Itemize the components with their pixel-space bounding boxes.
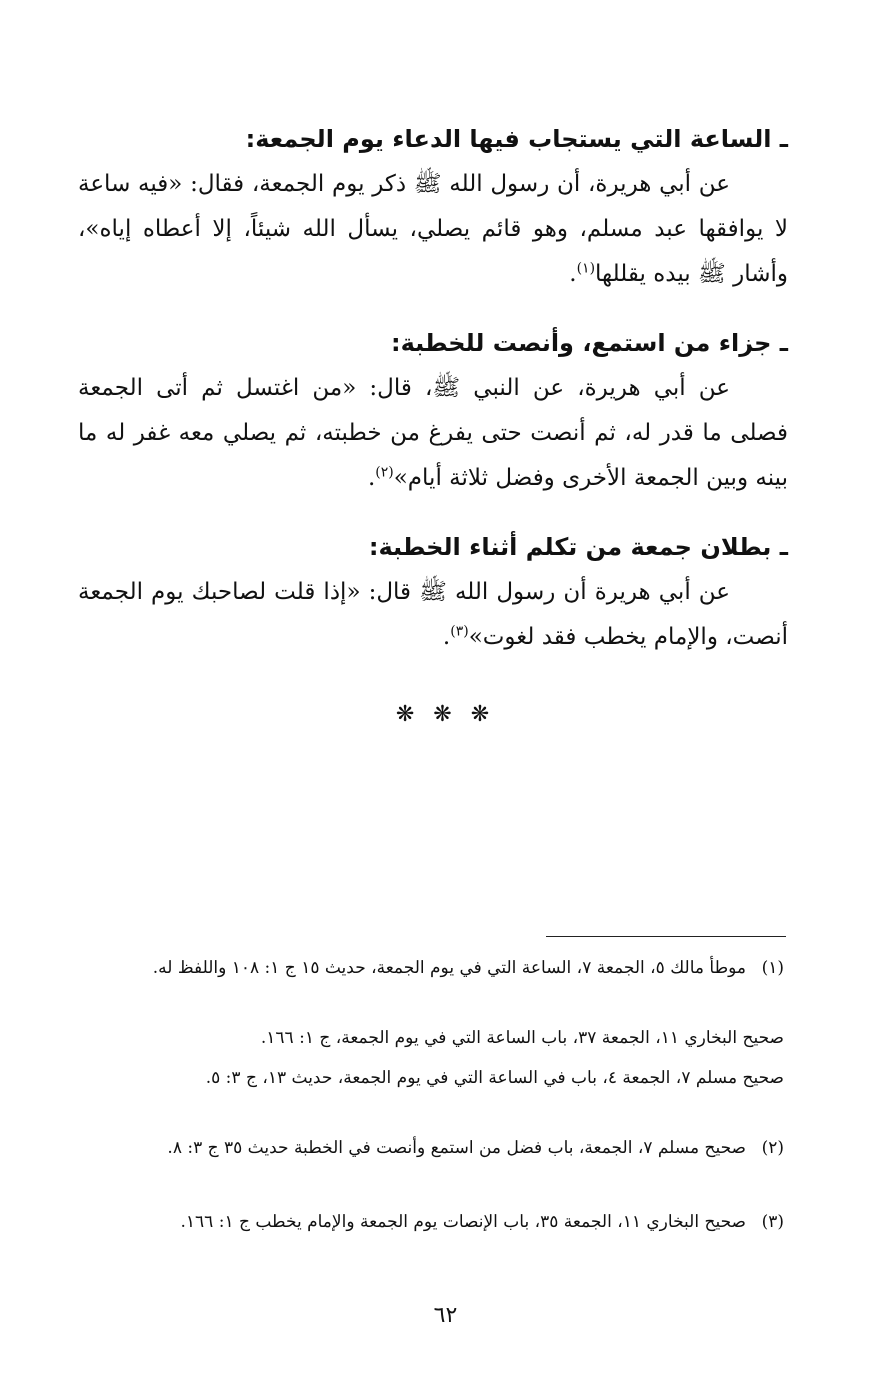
footnote-1 xyxy=(78,952,784,984)
footnote-number: (١) xyxy=(761,958,784,978)
hadith-paragraph: عن أبي هريرة، عن النبي ﷺ، قال: «من اغتسل ثم أتى الجمعة فصلى ما قدر له، ثم أنصت حتى يفرغ من خطبته، ثم يصلي معه غفر له ما بينه وبين الجمعة الأخرى وفضل ثلاثة أيام»$^{(٢)}$. xyxy=(78,375,788,491)
footnote-number: (٢) xyxy=(761,1138,784,1158)
section-heading: ـ بطلان جمعة من تكلم أثناء الخطبة: xyxy=(368,533,788,561)
hadith-text: عن أبي هريرة، أن رسول الله ﷺ ذكر يوم الجمعة، فقال: «فيه ساعة لا يوافقها عبد مسلم، وهو قائم يصلي، يسأل الله شيئاً، إلا أعطاه إياه»، وأشار ﷺ بيده يقللها xyxy=(78,171,788,287)
footnote-ref: (٣) xyxy=(450,623,469,640)
footnote-3 xyxy=(78,1206,784,1238)
footnote-1-line-2 xyxy=(78,1022,784,1054)
hadith-paragraph: عن أبي هريرة أن رسول الله ﷺ قال: «إذا قلت لصاحبك يوم الجمعة أنصت، والإمام يخطب فقد لغوت»$^{(٣)}$. xyxy=(78,579,788,650)
footnote-text: صحيح البخاري ١١، الجمعة ٣٥، باب الإنصات يوم الجمعة والإمام يخطب ج ١: ١٦٦. xyxy=(180,1212,746,1232)
hadith-text: عن أبي هريرة أن رسول الله ﷺ قال: «إذا قلت لصاحبك يوم الجمعة أنصت، والإمام يخطب فقد لغوت» xyxy=(78,579,788,650)
footnote-ref: (٢) xyxy=(375,464,394,481)
section-heading: ـ جزاء من استمع، وأنصت للخطبة: xyxy=(390,329,788,357)
footnote-text: موطأ مالك ٥، الجمعة ٧، الساعة التي في يوم الجمعة، حديث ١٥ ج ١: ١٠٨ واللفظ له. xyxy=(152,958,746,978)
page-number: ٦٢ xyxy=(433,1303,458,1328)
section-separator: ❋ ❋ ❋ xyxy=(395,702,496,727)
hadith-paragraph: عن أبي هريرة، أن رسول الله ﷺ ذكر يوم الجمعة، فقال: «فيه ساعة لا يوافقها عبد مسلم، وهو قائم يصلي، يسأل الله شيئاً، إلا أعطاه إياه»، وأشار ﷺ بيده يقللها$^{(١)}$. xyxy=(78,171,788,287)
footnote-1-line-3 xyxy=(78,1062,784,1094)
hadith-text: عن أبي هريرة، عن النبي ﷺ، قال: «من اغتسل ثم أتى الجمعة فصلى ما قدر له، ثم أنصت حتى يفرغ من خطبته، ثم يصلي معه غفر له ما بينه وبين الجمعة الأخرى وفضل ثلاثة أيام» xyxy=(78,375,788,491)
section-heading: ـ الساعة التي يستجاب فيها الدعاء يوم الجمعة: xyxy=(245,125,788,153)
footnote-2 xyxy=(78,1132,784,1164)
footnote-number: (٣) xyxy=(761,1212,784,1232)
footnote-text: صحيح مسلم ٧، الجمعة ٤، باب في الساعة التي في يوم الجمعة، حديث ١٣، ج ٣: ٥. xyxy=(205,1068,784,1088)
footnote-ref: (١) xyxy=(576,260,596,277)
section-prayer-hour xyxy=(78,122,788,297)
footnote-text: صحيح البخاري ١١، الجمعة ٣٧، باب الساعة التي في يوم الجمعة، ج ١: ١٦٦. xyxy=(260,1028,784,1048)
section-listening-reward xyxy=(78,326,788,501)
section-speaking-invalidates xyxy=(78,530,788,660)
footnote-divider xyxy=(546,936,786,937)
footnote-text: صحيح مسلم ٧، الجمعة، باب فضل من استمع وأنصت في الخطبة حديث ٣٥ ج ٣: ٨. xyxy=(167,1138,746,1158)
